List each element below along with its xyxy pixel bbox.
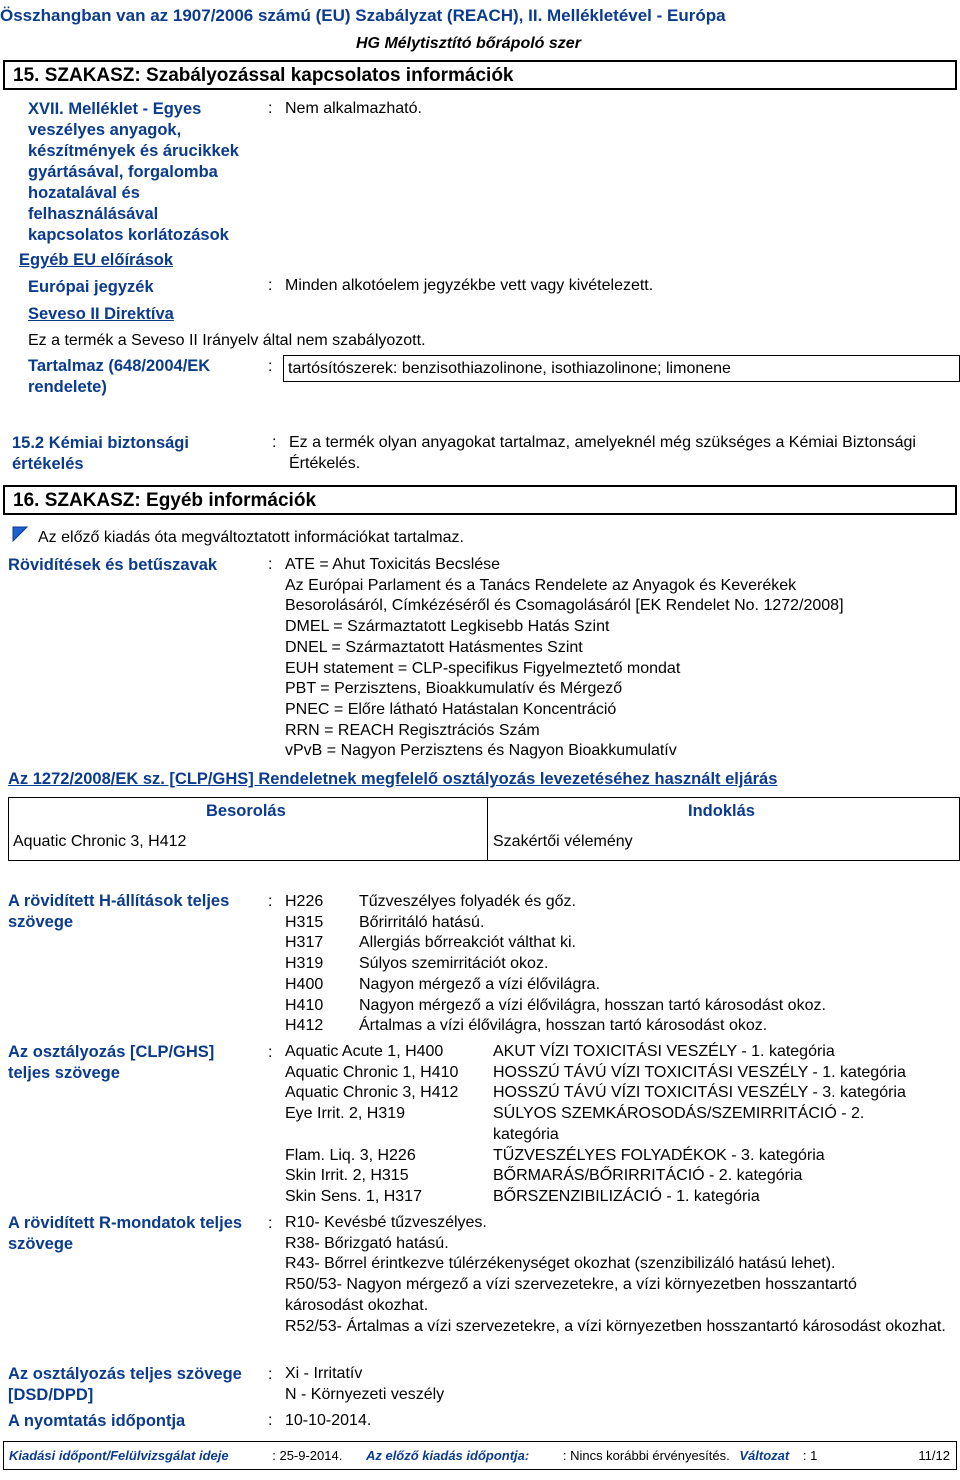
clp-full-texts	[493, 1042, 933, 1208]
h-statement-codes	[285, 892, 323, 1037]
colon: :	[268, 893, 273, 910]
footer-prev-label: Az előző kiadás időpontja:	[365, 1448, 530, 1463]
dsd-line: Xi - Irritatív	[285, 1365, 363, 1382]
annex17-value: Nem alkalmazható.	[285, 100, 422, 117]
clp-full-codes	[285, 1042, 458, 1208]
h-code: H412	[285, 1017, 324, 1035]
detergent-value: tartósítószerek: benzisothiazolinone, isothiazolinone; limonene	[288, 360, 731, 377]
colon: :	[272, 434, 277, 451]
print-date-value: 10-10-2014.	[285, 1412, 372, 1429]
abbrev-line: DNEL = Származtatott Hatásmentes Szint	[285, 638, 583, 656]
clp-text: SÚLYOS SZEMKÁROSODÁS/SZEMIRRITÁCIÓ - 2. kategória	[493, 1105, 865, 1143]
footer-version-label: Változat	[739, 1448, 790, 1463]
abbrev-line: PBT = Perzisztens, Bioakkumulatív és Mérgező	[285, 680, 623, 698]
abbreviations-label: Rövidítések és betűszavak	[8, 556, 218, 574]
european-inventory-label: Európai jegyzék	[28, 278, 154, 296]
table-header-classification: Besorolás	[206, 802, 286, 820]
abbrev-line: vPvB = Nagyon Perzisztens és Nagyon Bioakkumulatív	[285, 742, 677, 760]
colon: :	[268, 556, 273, 573]
clp-code: Skin Irrit. 2, H315	[285, 1167, 409, 1185]
seveso-text: Ez a termék a Seveso II Irányelv által nem szabályozott.	[28, 332, 426, 349]
r-phrases-list	[285, 1213, 955, 1337]
h-text: Allergiás bőrreakciót válthat ki.	[359, 934, 576, 952]
product-name: HG Mélytisztító bőrápoló szer	[356, 35, 581, 52]
colon: :	[268, 1215, 273, 1232]
table-header-justification: Indoklás	[688, 802, 755, 820]
clp-code: Eye Irrit. 2, H319	[285, 1105, 406, 1123]
colon: :	[268, 100, 273, 117]
abbreviations-list	[285, 555, 844, 762]
clp-code: Aquatic Chronic 3, H412	[285, 1084, 459, 1102]
section-16-title: 16. SZAKASZ: Egyéb információk	[13, 490, 317, 511]
print-date-label: A nyomtatás időpontja	[8, 1412, 186, 1430]
r-phrase: R38- Bőrizgató hatású.	[285, 1234, 449, 1252]
r-phrases-label: A rövidített R-mondatok teljes szövege	[8, 1214, 243, 1253]
clp-method-title: Az 1272/2008/EK sz. [CLP/GHS] Rendeletnek megfelelő osztályozás levezetéséhez használt eljárás	[8, 770, 778, 788]
h-code: H400	[285, 975, 324, 993]
r-phrase: R50/53- Nagyon mérgező a vízi szervezetekre, a vízi környezetben hosszantartó károsodást okozhat.	[285, 1276, 857, 1314]
clp-text: BŐRSZENZIBILIZÁCIÓ - 1. kategória	[493, 1187, 760, 1205]
abbrev-line: Besorolásáról, Címkézéséről és Csomagolásáról [EK Rendelet No. 1272/2008]	[285, 597, 844, 615]
colon: :	[268, 277, 273, 294]
h-text: Tűzveszélyes folyadék és gőz.	[359, 893, 576, 910]
abbrev-line: Az Európai Parlament és a Tanács Rendelete az Anyagok és Keverékek	[285, 576, 797, 594]
abbrev-line: PNEC = Előre látható Hatástalan Koncentráció	[285, 700, 617, 718]
footer-bar	[3, 1441, 957, 1470]
colon: :	[268, 358, 273, 375]
table-divider	[487, 798, 488, 860]
colon: :	[268, 1366, 273, 1383]
h-text: Nagyon mérgező a vízi élővilágra, hosszan tartó károsodást okoz.	[359, 996, 826, 1014]
clp-text: HOSSZÚ TÁVÚ VÍZI TOXICITÁSI VESZÉLY - 1. kategória	[493, 1063, 906, 1081]
clp-text: AKUT VÍZI TOXICITÁSI VESZÉLY - 1. kategória	[493, 1043, 835, 1060]
h-code: H226	[285, 893, 324, 910]
h-statement-texts	[359, 892, 826, 1037]
h-code: H319	[285, 955, 324, 973]
table-cell-classification: Aquatic Chronic 3, H412	[13, 833, 187, 850]
h-statements-label: A rövidített H-állítások teljes szövege	[8, 892, 230, 931]
h-text: Ártalmas a vízi élővilágra, hosszan tartó károsodást okoz.	[359, 1017, 768, 1035]
seveso-heading: Seveso II Direktíva	[28, 305, 174, 323]
other-eu-regulations-heading: Egyéb EU előírások	[19, 251, 174, 269]
h-text: Nagyon mérgező a vízi élővilágra.	[359, 975, 601, 993]
colon: :	[268, 1044, 273, 1061]
abbrev-line: ATE = Ahut Toxicitás Becslése	[285, 556, 501, 573]
dsd-line: N - Környezeti veszély	[285, 1385, 445, 1403]
clp-code: Aquatic Chronic 1, H410	[285, 1063, 459, 1081]
dsd-label: Az osztályozás teljes szövege [DSD/DPD]	[8, 1365, 242, 1404]
section-15-header	[3, 60, 957, 90]
change-marker-icon	[12, 526, 28, 547]
h-text: Bőrirritáló hatású.	[359, 913, 485, 931]
clp-code: Aquatic Acute 1, H400	[285, 1043, 444, 1060]
r-phrase: R52/53- Ártalmas a vízi szervezetekre, a vízi környezetben hosszantartó károsodást okozhat.	[285, 1317, 946, 1335]
chem-safety-value: Ez a termék olyan anyagokat tartalmaz, amelyeknél még szükséges a Kémiai Biztonsági Értékelés.	[289, 434, 916, 472]
footer-page-number: 11/12	[918, 1448, 950, 1463]
dsd-list	[285, 1364, 444, 1405]
detergent-regulation-label: Tartalmaz (648/2004/EK rendelete)	[28, 357, 211, 396]
r-phrase: R43- Bőrrel érintkezve túlérzékenységet okozhat (szenzibilizáló hatású lehet).	[285, 1255, 836, 1273]
table-cell-justification: Szakértői vélemény	[493, 833, 633, 850]
clp-text: HOSSZÚ TÁVÚ VÍZI TOXICITÁSI VESZÉLY - 3. kategória	[493, 1084, 906, 1102]
clp-code: Skin Sens. 1, H317	[285, 1187, 422, 1205]
footer-issue-label: Kiadási időpont/Felülvizsgálat ideje	[9, 1448, 229, 1463]
footer-issue-value: : 25-9-2014.	[272, 1448, 343, 1463]
annex17-label: XVII. Melléklet - Egyes veszélyes anyagok, készítmények és árucikkek gyártásával, forgalomba hozatalával és felhasználásával kapcsolatos korlátozások	[28, 100, 239, 244]
footer-version-value: : 1	[802, 1448, 818, 1463]
clp-classification-table	[8, 797, 960, 861]
european-inventory-value: Minden alkotóelem jegyzékbe vett vagy kivételezett.	[285, 277, 654, 294]
r-phrase: R10- Kevésbé tűzveszélyes.	[285, 1214, 487, 1231]
abbrev-line: DMEL = Származtatott Legkisebb Hatás Szint	[285, 618, 610, 636]
spacer	[285, 1125, 458, 1146]
abbrev-line: EUH statement = CLP-specifikus Figyelmeztető mondat	[285, 659, 681, 677]
clp-full-text-label: Az osztályozás [CLP/GHS] teljes szövege	[8, 1043, 215, 1082]
h-text: Súlyos szemirritációt okoz.	[359, 955, 549, 973]
regulation-header: Összhangban van az 1907/2006 számú (EU) Szabályzat (REACH), II. Mellékletével - Európa	[0, 6, 726, 25]
detergent-value-box	[283, 355, 960, 382]
clp-text: TŰZVESZÉLYES FOLYADÉKOK - 3. kategória	[493, 1146, 825, 1164]
h-code: H410	[285, 996, 324, 1014]
chem-safety-label: 15.2 Kémiai biztonsági értékelés	[12, 434, 189, 473]
changed-note: Az előző kiadás óta megváltoztatott információkat tartalmaz.	[38, 529, 464, 546]
abbrev-line: RRN = REACH Regisztrációs Szám	[285, 721, 540, 739]
h-code: H317	[285, 934, 324, 952]
footer-prev-value: : Nincs korábbi érvényesítés.	[562, 1448, 730, 1463]
h-code: H315	[285, 913, 324, 931]
clp-code: Flam. Liq. 3, H226	[285, 1146, 416, 1164]
colon: :	[268, 1412, 273, 1429]
section-16-header	[3, 485, 957, 515]
section-15-title: 15. SZAKASZ: Szabályozással kapcsolatos információk	[13, 65, 514, 86]
footer-content	[9, 1448, 817, 1463]
clp-text: BŐRMARÁS/BŐRIRRITÁCIÓ - 2. kategória	[493, 1167, 803, 1185]
